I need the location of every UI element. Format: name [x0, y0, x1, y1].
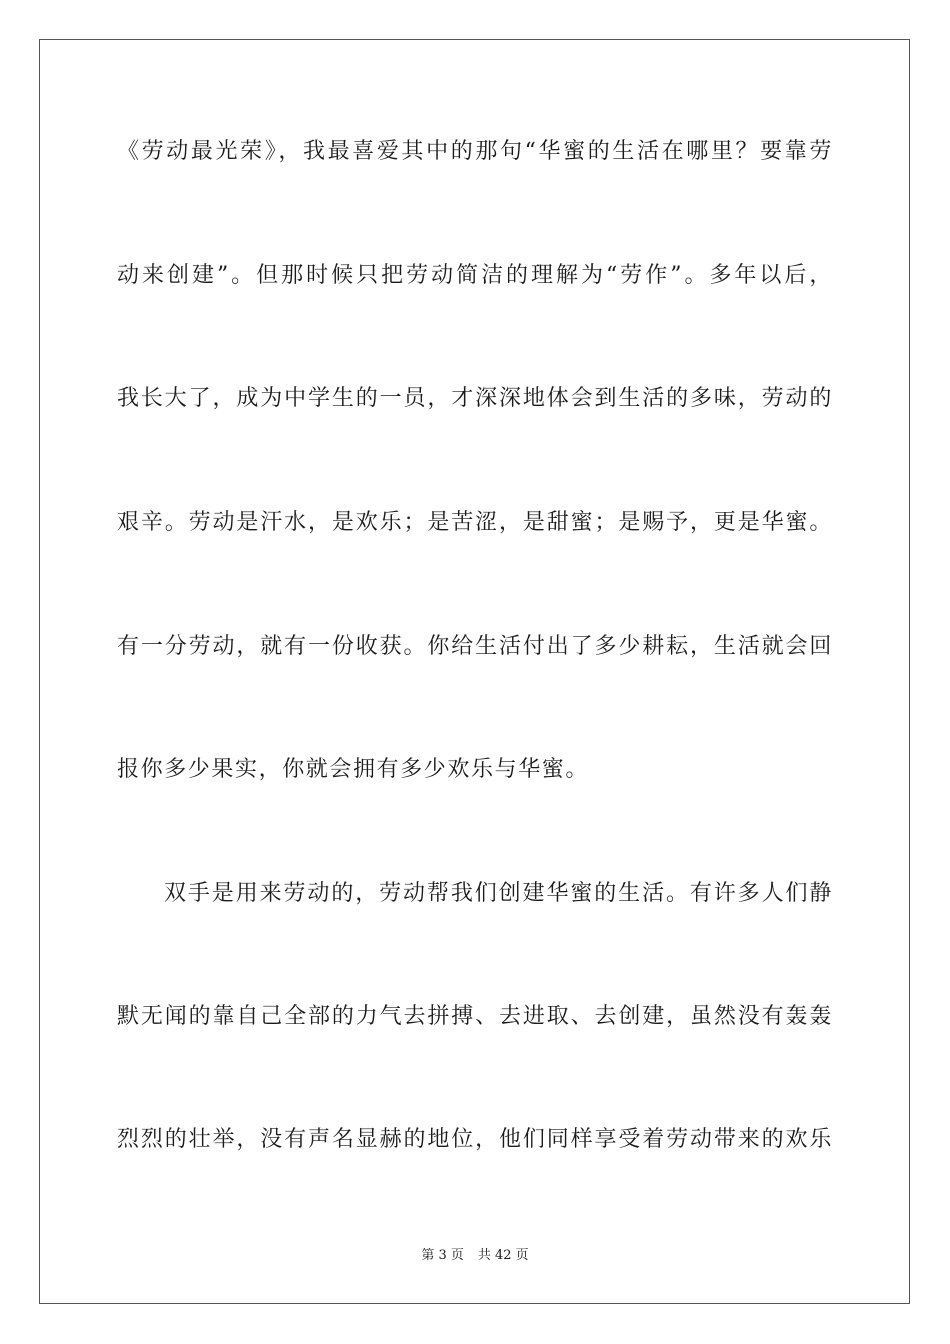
body-line-8: 默无闻的靠自己全部的力气去拼搏、去进取、去创建，虽然没有轰轰	[117, 1004, 833, 1029]
body-line-4: 艰辛。劳动是汗水，是欢乐；是苦涩，是甜蜜；是赐予，更是华蜜。	[117, 510, 833, 535]
page-border	[39, 39, 910, 1304]
page-footer	[0, 1247, 950, 1265]
body-line-3: 我长大了，成为中学生的一员，才深深地体会到生活的多味，劳动的	[117, 386, 833, 411]
total-pages-label: 共 42 页	[477, 1248, 529, 1263]
page-number-label: 第 3 页	[421, 1248, 464, 1263]
body-line-9: 烈烈的壮举，没有声名显赫的地位，他们同样享受着劳动带来的欢乐	[117, 1127, 833, 1152]
body-line-6: 报你多少果实，你就会拥有多少欢乐与华蜜。	[117, 757, 590, 782]
body-line-7-indented: 双手是用来劳动的，劳动帮我们创建华蜜的生活。有许多人们静	[164, 881, 833, 906]
body-line-5: 有一分劳动，就有一份收获。你给生活付出了多少耕耘，生活就会回	[117, 634, 833, 659]
body-line-2: 动来创建”。但那时候只把劳动简洁的理解为“劳作”。多年以后，	[117, 263, 833, 288]
body-line-1: 《劳动最光荣》，我最喜爱其中的那句“华蜜的生活在哪里？要靠劳	[117, 139, 833, 164]
